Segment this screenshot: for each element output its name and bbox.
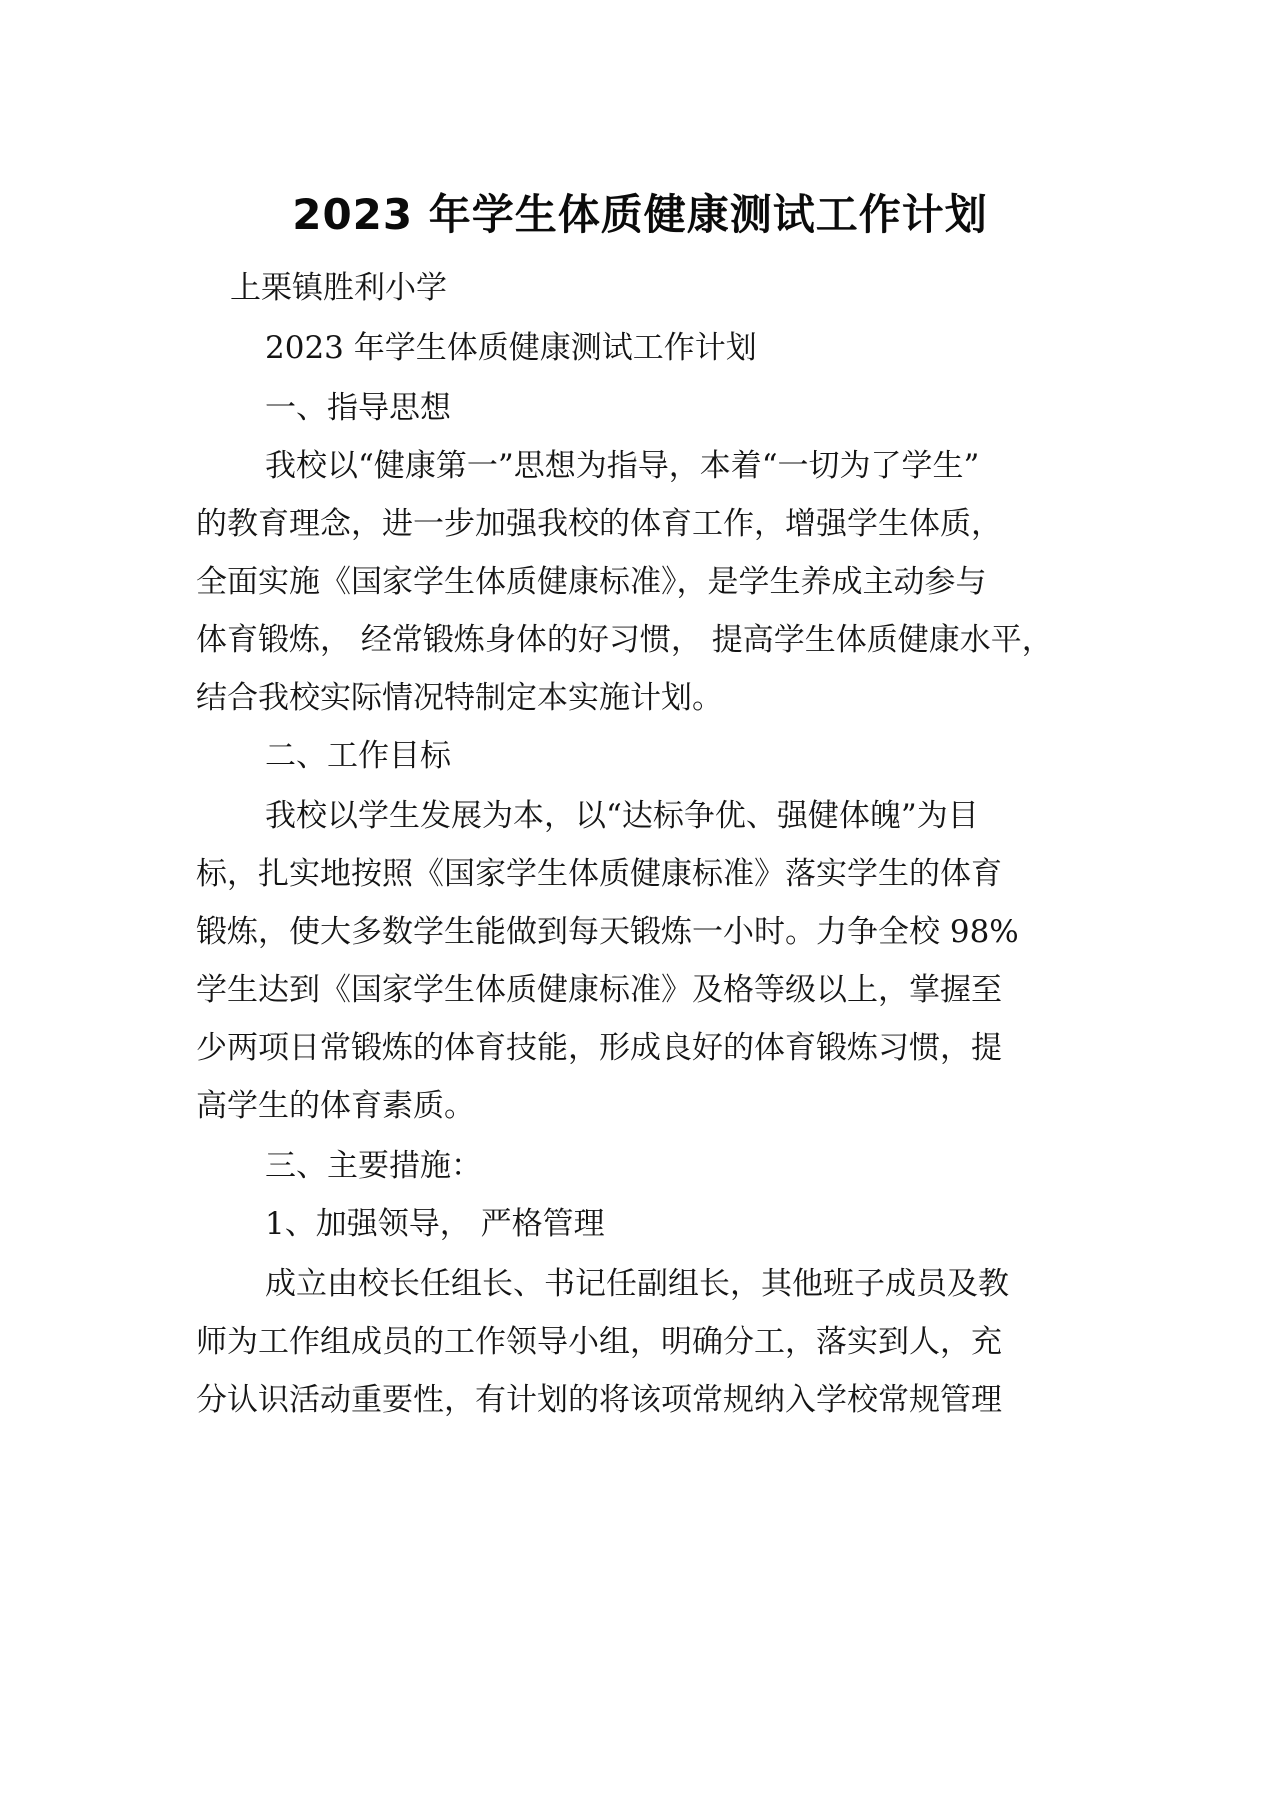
section-heading: 三、主要措施：	[265, 1148, 482, 1184]
paragraph-line: 全面实施《国家学生体质健康标准》，是学生养成主动参与	[196, 564, 987, 600]
plan-subtitle: 2023 年学生体质健康测试工作计划	[265, 330, 757, 366]
subsection-heading: 1、加强领导， 严格管理	[265, 1206, 605, 1242]
school-name: 上栗镇胜利小学	[230, 270, 447, 306]
document-title: 2023 年学生体质健康测试工作计划	[292, 190, 988, 239]
paragraph-line: 分认识活动重要性，有计划的将该项常规纳入学校常规管理	[196, 1382, 1002, 1418]
section-heading: 二、工作目标	[265, 738, 451, 774]
paragraph-line: 的教育理念，进一步加强我校的体育工作，增强学生体质，	[196, 506, 1002, 542]
paragraph-line: 体育锻炼， 经常锻炼身体的好习惯， 提高学生体质健康水平，	[196, 622, 1053, 658]
paragraph-line: 师为工作组成员的工作领导小组，明确分工，落实到人，充	[196, 1324, 1002, 1360]
paragraph-line: 我校以“健康第一”思想为指导，本着“一切为了学生”	[265, 448, 980, 484]
section-heading: 一、指导思想	[265, 390, 451, 426]
paragraph-line: 少两项日常锻炼的体育技能，形成良好的体育锻炼习惯，提	[196, 1030, 1002, 1066]
paragraph-line: 我校以学生发展为本，以“达标争优、强健体魄”为目	[265, 798, 979, 834]
paragraph-line: 学生达到《国家学生体质健康标准》及格等级以上，掌握至	[196, 972, 1002, 1008]
paragraph-line: 成立由校长任组长、书记任副组长，其他班子成员及教	[265, 1266, 1009, 1302]
paragraph-line: 结合我校实际情况特制定本实施计划。	[196, 680, 723, 716]
paragraph-line: 标，扎实地按照《国家学生体质健康标准》落实学生的体育	[196, 856, 1002, 892]
paragraph-line: 高学生的体育素质。	[196, 1088, 475, 1124]
paragraph-line: 锻炼，使大多数学生能做到每天锻炼一小时。力争全校 98%	[196, 914, 1019, 950]
